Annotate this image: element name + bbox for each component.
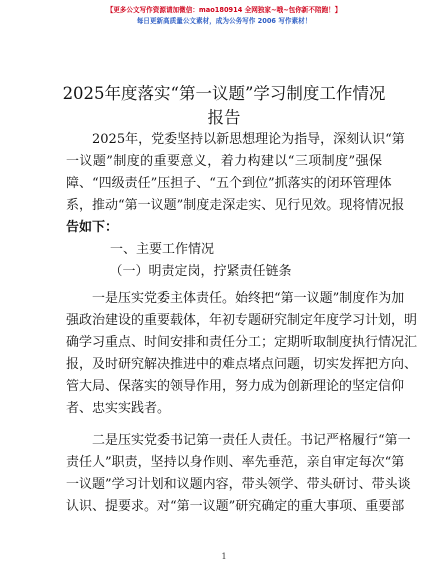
body-line: 一是压实党委主体责任。始终把“第一议题”制度作为加 bbox=[66, 291, 405, 306]
body-line: 责任人”职责，坚持以身作则、率先垂范，亲自审定每次“第 bbox=[66, 455, 405, 470]
body-line: 认识、提要求。对“第一议题”研究确定的重大事项、重要部 bbox=[66, 499, 405, 514]
title-line-2: 报告 bbox=[207, 108, 241, 127]
body-line: 确学习重点、时间安排和责任分工；定期听取制度执行情况汇 bbox=[66, 335, 418, 350]
title-line-1: 2025年度落实“第一议题”学习制度工作情况 bbox=[62, 84, 386, 103]
body-line: 二是压实党委书记第一责任人责任。书记严格履行“第一 bbox=[66, 433, 411, 448]
page-number: 1 bbox=[221, 552, 227, 561]
subsection-heading: （一）明责定岗，拧紧责任链条 bbox=[90, 264, 292, 279]
body-line: 2025年，党委坚持以新思想理论为指导，深刻认识“第 bbox=[66, 132, 405, 147]
body-line: 告如下： bbox=[66, 220, 119, 235]
body-line: 一议题”制度的重要意义，着力构建以“三项制度”强保 bbox=[66, 154, 382, 169]
body-line: 一议题”学习计划和议题内容，带头领学、带头研讨、带头谈 bbox=[66, 477, 411, 492]
promo-banner-line-2: 每日更新高质量公文素材，成为公务写作 2006 写作素材！ bbox=[136, 17, 312, 25]
body-line: 强政治建设的重要载体，年初专题研究制定年度学习计划，明 bbox=[66, 313, 418, 328]
body-line: 系，推动“第一议题”制度走深走实、见行见效。现将情况报 bbox=[66, 198, 405, 213]
section-heading: 一、主要工作情况 bbox=[84, 242, 215, 257]
promo-banner-line-1: 【更多公文写作资源请加微信：mao180914 全网独家~哦~包你新不陪跑！】 bbox=[106, 6, 342, 14]
body-line: 障、“四级责任”压担子、“五个到位”抓落实的闭环管理体 bbox=[66, 176, 392, 191]
body-line: 者、忠实实践者。 bbox=[66, 401, 171, 416]
document-title bbox=[40, 82, 408, 130]
body-line: 管大局、保落实的领导作用，努力成为创新理论的坚定信仰 bbox=[66, 379, 405, 394]
body-line: 报，及时研究解决推进中的难点堵点问题，切实发挥把方向、 bbox=[66, 357, 418, 372]
